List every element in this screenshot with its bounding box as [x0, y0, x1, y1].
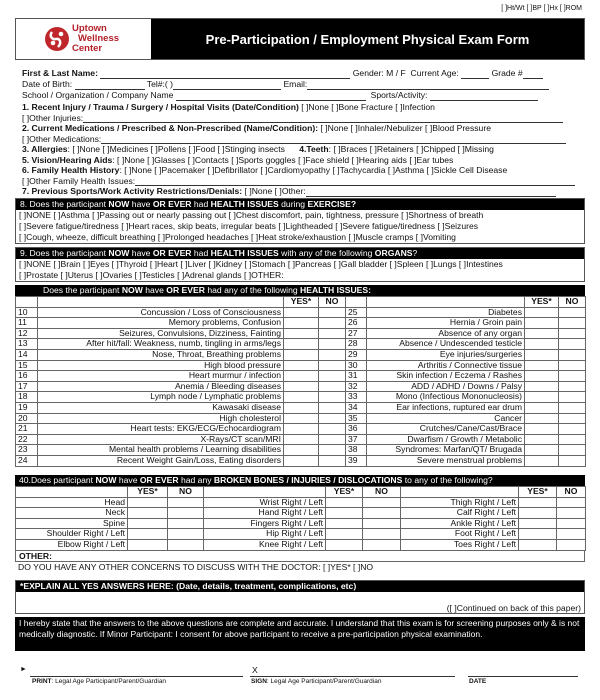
table-row	[16, 371, 586, 382]
no-checkbox[interactable]	[168, 539, 204, 550]
yes-header: YES*	[290, 296, 312, 307]
q1-other[interactable]: [ ]Other Injuries:	[22, 112, 84, 123]
no-checkbox[interactable]	[319, 392, 346, 403]
q4-options[interactable]: : [ ]Braces [ ]Retainers [ ]Chipped [ ]Missing	[328, 144, 494, 154]
table-row	[16, 434, 586, 445]
table-row	[16, 339, 586, 350]
no-checkbox[interactable]	[557, 508, 586, 519]
yes-checkbox[interactable]	[284, 339, 319, 350]
yes-checkbox[interactable]	[128, 529, 168, 540]
item-number: 17	[16, 381, 38, 392]
no-checkbox[interactable]	[559, 371, 586, 382]
q7-options[interactable]: [ ]None [ ]Other:	[242, 186, 306, 196]
yes-checkbox[interactable]	[284, 318, 319, 329]
item-number: 16	[16, 371, 38, 382]
no-checkbox[interactable]	[557, 539, 586, 550]
item-label: Absence of any organ	[367, 328, 525, 339]
page-title: Pre-Participation / Employment Physical Exam Form	[151, 19, 584, 59]
email-label: Email:	[283, 79, 308, 89]
print-field[interactable]	[30, 676, 243, 677]
body-part-label: Fingers Right / Left	[204, 518, 326, 529]
no-checkbox[interactable]	[559, 402, 586, 413]
continued-checkbox[interactable]: ([ ]Continued on back of this paper)	[446, 603, 581, 613]
item-label: Cancer	[367, 413, 525, 424]
no-checkbox[interactable]	[559, 434, 586, 445]
no-checkbox[interactable]	[559, 307, 586, 318]
tel-field[interactable]	[173, 81, 281, 90]
yes-checkbox[interactable]	[525, 434, 559, 445]
item-label: Anemia / Bleeding diseases	[38, 381, 284, 392]
item-number: 13	[16, 339, 38, 350]
q5-options[interactable]: : [ ]None [ ]Glasses [ ]Contacts [ ]Sports goggles [ ]Face shield [ ]Hearing aids [ ]Ear tubes	[112, 154, 454, 165]
no-checkbox[interactable]	[168, 518, 204, 529]
item-number: 26	[346, 318, 367, 329]
name-label: First & Last Name	[22, 68, 96, 78]
yes-checkbox[interactable]	[284, 371, 319, 382]
item-label: Concussion / Loss of Consciousness	[38, 307, 284, 318]
no-checkbox[interactable]	[363, 529, 401, 540]
office-checks[interactable]: [ ]Ht/Wt [ ]BP [ ]Hx [ ]ROM	[501, 5, 582, 12]
other-field[interactable]: OTHER:	[15, 551, 585, 562]
grade-field[interactable]	[523, 70, 543, 79]
logo	[16, 19, 151, 59]
yes-checkbox[interactable]	[525, 392, 559, 403]
participant-info: First & Last Name: Gender: M / F Current Age: Grade # Date of Birth: Tel#:( ) Email: School / Organization / Company Name Sports/Activity:	[22, 68, 582, 101]
item-number: 30	[346, 360, 367, 371]
item-number: 36	[346, 424, 367, 435]
table-row	[16, 529, 586, 540]
no-checkbox[interactable]	[557, 529, 586, 540]
yes-checkbox[interactable]	[519, 497, 557, 508]
yes-checkbox[interactable]	[525, 381, 559, 392]
item-number: 38	[346, 445, 367, 456]
q1-label: 1. Recent Injury / Trauma / Surgery / Hospital Visits (Date/Condition)	[22, 102, 299, 112]
item-label: Nose, Throat, Breathing problems	[38, 349, 284, 360]
no-checkbox[interactable]	[559, 445, 586, 456]
q5-label: 5. Vision/Hearing Aids	[22, 154, 113, 165]
no-checkbox[interactable]	[363, 518, 401, 529]
yes-checkbox[interactable]	[128, 539, 168, 550]
grade-label: Grade #	[491, 68, 523, 78]
item-label: Seizures, Convulsions, Dizziness, Fainting	[38, 328, 284, 339]
no-checkbox[interactable]	[319, 455, 346, 466]
no-checkbox[interactable]	[319, 445, 346, 456]
yes-checkbox[interactable]	[326, 518, 363, 529]
body-part-label: Wrist Right / Left	[204, 497, 326, 508]
yes-checkbox[interactable]	[525, 424, 559, 435]
yes-checkbox[interactable]	[525, 402, 559, 413]
table-row	[16, 424, 586, 435]
logo-swirl-icon	[44, 26, 70, 52]
body-part-label: Hip Right / Left	[204, 529, 326, 540]
yes-header: YES*	[531, 296, 552, 307]
yes-checkbox[interactable]	[519, 529, 557, 540]
table-row	[16, 455, 586, 466]
explain-section	[15, 580, 585, 614]
no-checkbox[interactable]	[559, 328, 586, 339]
health-issues-header: Does the participant NOW have OR EVER had any of the following HEALTH ISSUES:	[15, 285, 585, 296]
item-number: 10	[16, 307, 38, 318]
sports-field[interactable]	[430, 92, 538, 101]
date-label: DATE	[469, 678, 487, 685]
form-header	[15, 18, 585, 60]
email-field[interactable]	[307, 81, 549, 90]
logo-text: Uptown	[72, 23, 107, 34]
item-number: 11	[16, 318, 38, 329]
q2-other[interactable]: [ ]Other Medications:	[22, 133, 102, 144]
item-label: Mental health problems / Learning disabilities	[38, 445, 284, 456]
no-checkbox[interactable]	[319, 381, 346, 392]
gender-field[interactable]: Gender: M / F	[352, 68, 406, 78]
no-checkbox[interactable]	[559, 424, 586, 435]
no-checkbox[interactable]	[319, 424, 346, 435]
item-label: Syndromes: Marfan/QT/ Brugada	[367, 445, 525, 456]
no-checkbox[interactable]	[319, 318, 346, 329]
no-checkbox[interactable]	[559, 381, 586, 392]
no-checkbox[interactable]	[559, 392, 586, 403]
no-checkbox[interactable]	[319, 349, 346, 360]
body-part-label: Ankle Right / Left	[401, 518, 519, 529]
item-number: 39	[346, 455, 367, 466]
item-number: 27	[346, 328, 367, 339]
yes-checkbox[interactable]	[519, 508, 557, 519]
age-field[interactable]	[461, 70, 489, 79]
yes-checkbox[interactable]	[284, 402, 319, 413]
consent-statement: I hereby state that the answers to the above questions are complete and accurate. I understand that this exam is for screening purposes only & is not medically diagnostic. If Minor Participant: I consent for above participant to receive a pre-participation physical examination.	[15, 617, 585, 651]
yes-checkbox[interactable]	[284, 307, 319, 318]
sign-label: : Legal Age Participant/Parent/Guardian	[266, 678, 382, 685]
item-label: Severe menstrual problems	[367, 455, 525, 466]
table-row	[16, 360, 586, 371]
yes-checkbox[interactable]	[525, 318, 559, 329]
item-number: 28	[346, 339, 367, 350]
health-issues-table	[15, 285, 585, 467]
item-label: ADD / ADHD / Downs / Palsy	[367, 381, 525, 392]
no-checkbox[interactable]	[363, 508, 401, 519]
yes-checkbox[interactable]	[326, 539, 363, 550]
table-row	[16, 518, 586, 529]
item-label: Ear infections, ruptured ear drum	[367, 402, 525, 413]
yes-checkbox[interactable]	[519, 518, 557, 529]
explain-header: *EXPLAIN ALL YES ANSWERS HERE: (Date, details, treatment, complications, etc)	[16, 581, 584, 592]
q3-options[interactable]: : [ ]None [ ]Medicines [ ]Pollens [ ]Food [ ]Stinging insects	[67, 144, 285, 154]
table-row	[16, 508, 586, 519]
organ-issue-options[interactable]: [ ]NONE [ ]Brain [ ]Eyes [ ]Thyroid [ ]Heart [ ]Liver [ ]Kidney [ ]Stomach [ ]Pancreas [ ]Gall bladder [ ]Spleen [ ]Lungs [ ]Intestines	[19, 259, 503, 269]
section-40-header: 40.Does participant NOW have OR EVER had any BROKEN BONES / INJURIES / DISLOCATIONS to any of the following?	[15, 475, 585, 486]
item-label: Kawasaki disease	[38, 402, 284, 413]
body-part-label: Elbow Right / Left	[16, 539, 128, 550]
no-checkbox[interactable]	[557, 518, 586, 529]
no-checkbox[interactable]	[559, 413, 586, 424]
no-checkbox[interactable]	[319, 339, 346, 350]
explain-textarea[interactable]	[16, 592, 584, 613]
item-label: Memory problems, Confusion	[38, 318, 284, 329]
yes-checkbox[interactable]	[284, 424, 319, 435]
section-9	[15, 247, 585, 282]
item-number: 20	[16, 413, 38, 424]
no-header: NO	[325, 296, 339, 307]
body-part-label: Foot Right / Left	[401, 529, 519, 540]
yes-checkbox[interactable]	[525, 445, 559, 456]
body-part-label: Hand Right / Left	[204, 508, 326, 519]
table-row	[16, 392, 586, 403]
school-label: School / Organization / Company Name	[22, 90, 174, 100]
item-number: 23	[16, 445, 38, 456]
q2-label: 2. Current Medications / Prescribed & Non-Prescribed (Name/Condition):	[22, 123, 319, 133]
sports-label: Sports/Activity:	[370, 90, 428, 100]
section-8	[15, 198, 585, 244]
body-part-label: Calf Right / Left	[401, 508, 519, 519]
q6-other[interactable]: [ ]Other Family Health Issues:	[22, 175, 136, 186]
body-part-label: Head	[16, 497, 128, 508]
no-checkbox[interactable]	[168, 508, 204, 519]
q7-label: 7. Previous Sports/Work Activity Restrictions/Denials:	[22, 186, 243, 196]
section-9-header: 9. Does the participant NOW have OR EVER had HEALTH ISSUES with any of the following ORGANS?	[16, 248, 584, 259]
yes-checkbox[interactable]	[519, 539, 557, 550]
item-number: 24	[16, 455, 38, 466]
table-row	[16, 445, 586, 456]
item-label: Mono (Infectious Mononucleosis)	[367, 392, 525, 403]
school-field[interactable]	[176, 92, 366, 101]
no-checkbox[interactable]	[559, 455, 586, 466]
yes-checkbox[interactable]	[525, 328, 559, 339]
table-row	[16, 539, 586, 550]
no-checkbox[interactable]	[319, 328, 346, 339]
sign-field[interactable]	[250, 676, 455, 677]
table-row	[16, 402, 586, 413]
q4-label: 4.Teeth	[299, 144, 329, 154]
section-8-header: 8. Does the participant NOW have OR EVER had HEALTH ISSUES during EXERCISE?	[16, 199, 584, 210]
item-label: Absence / Undescended testicle	[367, 339, 525, 350]
item-label: After hit/fall: Weakness, numb, tingling in arms/legs	[38, 339, 284, 350]
item-number: 35	[346, 413, 367, 424]
sign-x: X	[252, 665, 258, 675]
q2-options[interactable]: [ ]None [ ]Inhaler/Nebulizer [ ]Blood Pressure	[318, 123, 491, 133]
date-field[interactable]	[468, 676, 578, 677]
table-row	[16, 307, 586, 318]
signature-area: ► PRINT: Legal Age Participant/Parent/Guardian X SIGN: Legal Age Participant/Parent/Guardian DATE	[20, 664, 590, 694]
yes-checkbox[interactable]	[284, 434, 319, 445]
item-label: Heart murmur / infection	[38, 371, 284, 382]
body-part-label: Shoulder Right / Left	[16, 529, 128, 540]
no-checkbox[interactable]	[363, 539, 401, 550]
no-checkbox[interactable]	[319, 307, 346, 318]
yes-checkbox[interactable]	[284, 392, 319, 403]
table-row	[16, 328, 586, 339]
item-label: High cholesterol	[38, 413, 284, 424]
no-checkbox[interactable]	[319, 360, 346, 371]
item-number: 25	[346, 307, 367, 318]
item-label: Hernia / Groin pain	[367, 318, 525, 329]
item-number: 31	[346, 371, 367, 382]
item-label: X-Rays/CT scan/MRI	[38, 434, 284, 445]
item-label: Diabetes	[367, 307, 525, 318]
table-row	[16, 413, 586, 424]
yes-checkbox[interactable]	[128, 518, 168, 529]
q3-label: 3. Allergies	[22, 144, 68, 154]
medical-history	[22, 102, 587, 197]
yes-checkbox[interactable]	[284, 381, 319, 392]
no-checkbox[interactable]	[559, 349, 586, 360]
item-label: Lymph node / Lymphatic problems	[38, 392, 284, 403]
table-row	[16, 318, 586, 329]
table-row	[16, 381, 586, 392]
yes-checkbox[interactable]	[284, 445, 319, 456]
yes-checkbox[interactable]	[525, 413, 559, 424]
q1-options[interactable]: [ ]None [ ]Bone Fracture [ ]Infection	[298, 102, 435, 112]
yes-checkbox[interactable]	[284, 360, 319, 371]
yes-checkbox[interactable]	[525, 307, 559, 318]
item-number: 32	[346, 381, 367, 392]
item-number: 19	[16, 402, 38, 413]
yes-checkbox[interactable]	[525, 339, 559, 350]
body-part-label: Spine	[16, 518, 128, 529]
item-label: Eye injuries/surgeries	[367, 349, 525, 360]
item-label: Dwarfism / Growth / Metabolic	[367, 434, 525, 445]
exercise-issue-options[interactable]: [ ]Severe fatigue/tiredness [ ]Heart races, skip beats, irregular beats [ ]Lightheaded [ ]Severe fatigue/tiredness [ ]Seizures	[19, 221, 479, 231]
logo-text: Wellness	[78, 33, 120, 44]
logo-text: Center	[72, 43, 103, 54]
no-checkbox[interactable]	[319, 371, 346, 382]
body-part-label: Knee Right / Left	[204, 539, 326, 550]
dob-field[interactable]	[75, 81, 145, 90]
item-number: 37	[346, 434, 367, 445]
no-checkbox[interactable]	[319, 402, 346, 413]
item-label: Skin infection / Eczema / Rashes	[367, 371, 525, 382]
yes-checkbox[interactable]	[326, 497, 363, 508]
section-40: 40.Does participant NOW have OR EVER had any BROKEN BONES / INJURIES / DISLOCATIONS to any of the following? YES* NO YES* NO YES* NO Head Wrist Right / Left Thigh Right / Left Neck Hand Right / Left Calf Right / Left Spine Fingers Right / Left Ankle Right / Left Shoulder Right / Left Hip Right / Left Foot Right / Left Elbow Right / Left Knee Right / Left Toes Right / Left OTHER: DO YOU HAVE ANY OTHER CONCERNS TO DISCUSS WITH THE DOCTOR: [ ]YES* [ ]NO	[15, 475, 585, 573]
age-label: Current Age:	[410, 68, 459, 78]
item-label: Recent Weight Gain/Loss, Eating disorders	[38, 455, 284, 466]
no-checkbox[interactable]	[559, 360, 586, 371]
item-number: 14	[16, 349, 38, 360]
organ-issue-options[interactable]: [ ]Prostate [ ]Uterus [ ]Ovaries [ ]Testicles [ ]Adrenal glands [ ]OTHER:	[19, 270, 284, 280]
yes-checkbox[interactable]	[284, 455, 319, 466]
yes-checkbox[interactable]	[525, 371, 559, 382]
exercise-issue-options[interactable]: [ ]NONE [ ]Asthma [ ]Passing out or nearly passing out [ ]Chest discomfort, pain, tightness, pressure [ ]Shortness of breath	[19, 210, 484, 220]
yes-checkbox[interactable]	[525, 360, 559, 371]
body-part-label: Thigh Right / Left	[401, 497, 519, 508]
print-label: : Legal Age Participant/Parent/Guardian	[51, 678, 167, 685]
yes-checkbox[interactable]	[326, 529, 363, 540]
yes-checkbox[interactable]	[326, 508, 363, 519]
item-number: 22	[16, 434, 38, 445]
no-checkbox[interactable]	[168, 529, 204, 540]
item-number: 12	[16, 328, 38, 339]
item-number: 15	[16, 360, 38, 371]
dob-label: Date of Birth:	[22, 79, 73, 89]
item-number: 18	[16, 392, 38, 403]
no-checkbox[interactable]	[559, 318, 586, 329]
item-label: High blood pressure	[38, 360, 284, 371]
yes-checkbox[interactable]	[525, 455, 559, 466]
item-number: 34	[346, 402, 367, 413]
no-checkbox[interactable]	[557, 497, 586, 508]
no-checkbox[interactable]	[319, 413, 346, 424]
concerns-question[interactable]: DO YOU HAVE ANY OTHER CONCERNS TO DISCUSS WITH THE DOCTOR: [ ]YES* [ ]NO	[18, 561, 374, 572]
item-label: Heart tests: EKG/ECG/Echocardiogram	[38, 424, 284, 435]
yes-checkbox[interactable]	[525, 349, 559, 360]
yes-checkbox[interactable]	[284, 413, 319, 424]
yes-checkbox[interactable]	[284, 328, 319, 339]
no-checkbox[interactable]	[168, 497, 204, 508]
body-part-label: Neck	[16, 508, 128, 519]
item-number: 29	[346, 349, 367, 360]
no-checkbox[interactable]	[363, 497, 401, 508]
table-row	[16, 497, 586, 508]
name-field[interactable]	[100, 70, 350, 79]
no-checkbox[interactable]	[319, 434, 346, 445]
arrow-icon: ►	[20, 666, 27, 673]
yes-checkbox[interactable]	[128, 508, 168, 519]
tel-label: Tel#:( )	[146, 79, 174, 89]
item-number: 33	[346, 392, 367, 403]
yes-checkbox[interactable]	[284, 349, 319, 360]
q6-options[interactable]: : [ ]None [ ]Pacemaker [ ]Defibrillator [ ]Cardiomyopathy [ ]Tachycardia [ ]Asthma [ ]Sickle Cell Disease	[119, 165, 508, 175]
exercise-issue-options[interactable]: [ ]Cough, wheeze, difficult breathing [ ]Prolonged headaches [ ]Heat stroke/exhaustion [ ]Muscle cramps [ ]Vomiting	[19, 232, 456, 242]
item-label: Arthritis / Connective tissue	[367, 360, 525, 371]
item-label: Crutches/Cane/Cast/Brace	[367, 424, 525, 435]
table-row	[16, 349, 586, 360]
item-number: 21	[16, 424, 38, 435]
q6-label: 6. Family Health History	[22, 165, 120, 175]
no-header: NO	[565, 296, 579, 307]
no-checkbox[interactable]	[559, 339, 586, 350]
yes-checkbox[interactable]	[128, 497, 168, 508]
body-part-label: Toes Right / Left	[401, 539, 519, 550]
